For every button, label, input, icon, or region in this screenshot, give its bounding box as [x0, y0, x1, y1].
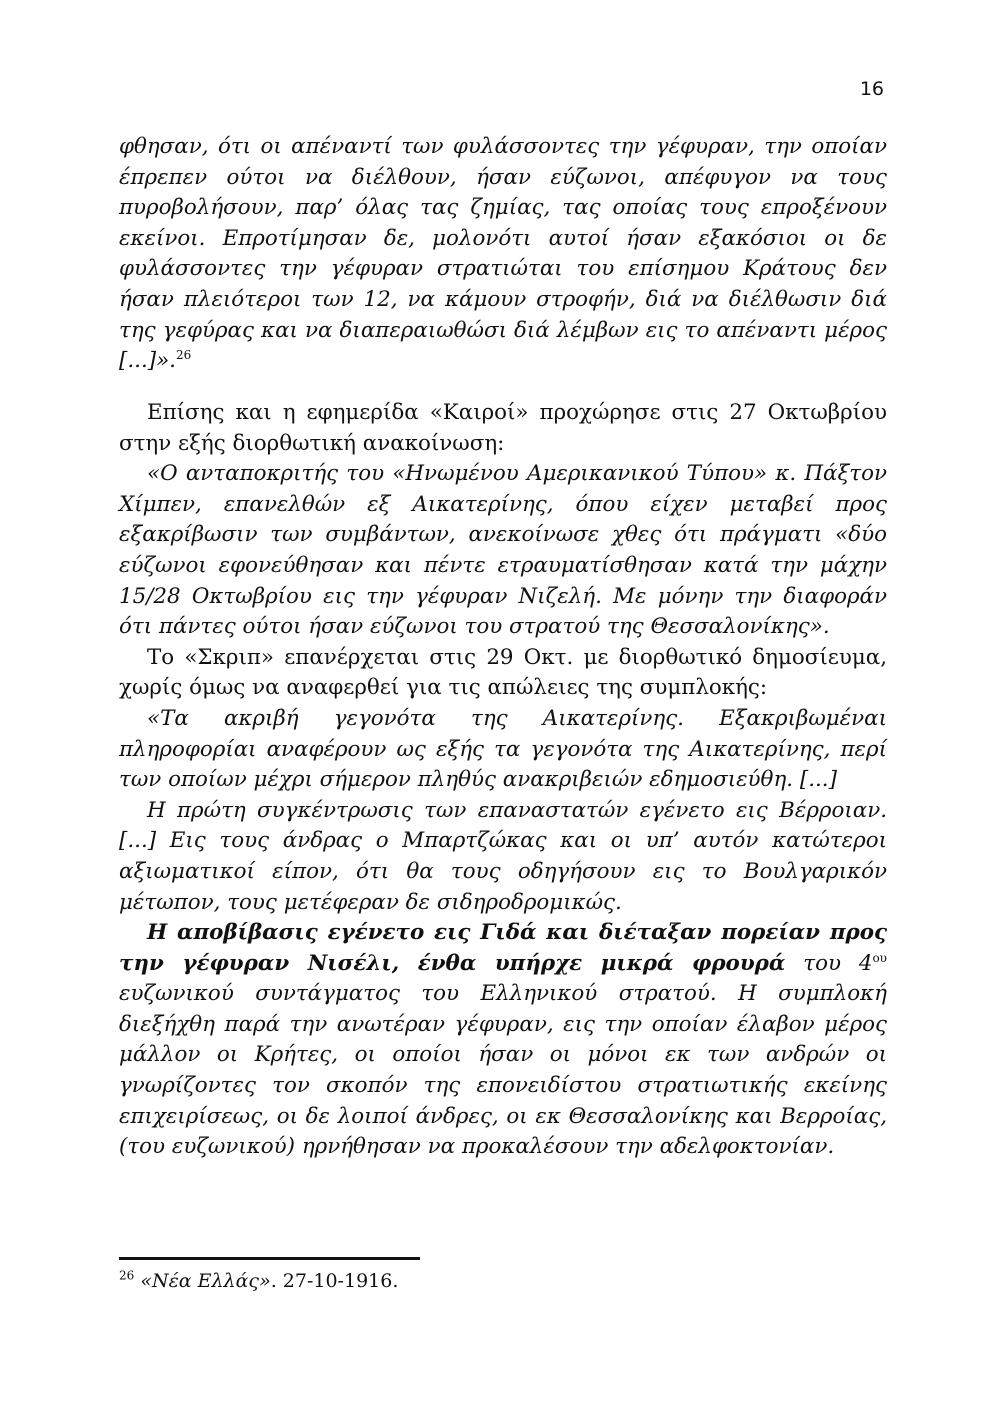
page-number: 16 — [859, 78, 884, 100]
paragraph-intro: Επίσης και η εφημερίδα «Καιροί» προχώρησε στις 27 Οκτωβρίου στην εξής διορθωτική ανακοίνωση: — [119, 400, 887, 456]
footnote — [119, 1268, 398, 1294]
quote-skrip-veria: Η πρώτη συγκέντρωσις των επαναστατών εγένετο εις Βέρροιαν. [...] Εις τους άνδρας ο Μπαρτζώκας και οι υπ’ αυτόν κατώτεροι αξιωματικοί είπον, ότι θα τους οδηγήσουν εις το Βουλγαρικόν μέτωπον, τους μετέφεραν δε σιδηροδρομικώς. — [119, 797, 887, 915]
footnote-number: 26 — [119, 1268, 135, 1283]
quote-text: του 4 — [785, 950, 873, 976]
paragraph-text: φθησαν, ότι οι απέναντί των φυλάσσοντες την γέφυραν, την οποίαν έπρεπεν ούτοι να διέλθουν, ήσαν εύζωνοι, απέφυγον να τους πυροβολήσουν, παρ’ όλας τας ζημίας, τας οποίας τους επροξένουν εκείνοι. Επροτίμησαν δε, μολονότι αυτοί ήσαν εξακόσιοι οι δε φυλάσσοντες την γέφυραν στρατιώται του επίσημου Κράτους δεν ήσαν πλειότεροι των 12, να κάμουν στροφήν, διά να διέλθωσιν διά της γεφύρας και να διαπεραιωθώσι διά λέμβων εις το απέναντι μέρος [...]». — [119, 134, 887, 374]
quote-kairoi: «Ο ανταποκριτής του «Ηνωμένου Αμερικανικού Τύπου» κ. Πάξτον Χίμπεν, επανελθών εξ Αικατερίνης, όπου είχεν μεταβεί προς εξακρίβωσιν των συμβάντων, ανεκοίνωσε χθες ότι πράγματι «δύο εύζωνοι εφονεύθησαν και πέντε ετραυματίσθησαν κατά την μάχην 15/28 Οκτωβρίου εις την γέφυραν Νιζελή. Με μόνην την διαφοράν ότι πάντες ούτοι ήσαν εύζωνοι του στρατού της Θεσσαλονίκης». — [119, 461, 887, 640]
footnote-reference: 26 — [175, 348, 192, 363]
bold-emphasis: Η αποβίβασις εγένετο εις Γιδά και διέταξαν πορείαν προς την γέφυραν Νισέλι, ένθα υπήρχε μικρά φρουρά — [119, 920, 887, 976]
paragraph-continuation — [119, 132, 887, 377]
quote-text-rest: ευζωνικού συντάγματος του Ελληνικού στρατού. Η συμπλοκή διεξήχθη παρά την ανωτέραν γέφυραν, εις την οποίαν έλαβον μέρος μάλλον οι Κρήτες, οι οποίοι ήσαν οι μόνοι εκ των ανδρών οι γνωρίζοντες τον σκοπόν της επονειδίστου στρατιωτικής εκείνης επιχειρίσεως, οι δε λοιποί άνδρες, οι εκ Θεσσαλονίκης και Βερροίας, (του ευζωνικού) ηρνήθησαν να προκαλέσουν την αδελφοκτονίαν. — [119, 981, 887, 1160]
footnote-source: «Νέα Ελλάς» — [140, 1270, 271, 1292]
footnote-divider — [119, 1257, 420, 1260]
quote-skrip-gida — [119, 918, 887, 1163]
footnote-date: . 27-10-1916. — [270, 1270, 399, 1292]
paragraph-skrip: Το «Σκριπ» επανέρχεται στις 29 Οκτ. με διορθωτικό δημοσίευμα, χωρίς όμως να αναφερθεί για τις απώλειες της συμπλοκής: — [119, 644, 887, 701]
quote-skrip-intro: «Τα ακριβή γεγονότα της Αικατερίνης. Εξακριβωμέναι πληροφορίαι αναφέρουν ως εξής τα γεγονότα της Αικατερίνης, περί των οποίων μέχρι σήμερον πληθύς ανακριβειών εδημοσιεύθη. [...] — [119, 705, 887, 793]
ordinal-superscript: ου — [872, 950, 887, 965]
main-body — [119, 398, 887, 1163]
